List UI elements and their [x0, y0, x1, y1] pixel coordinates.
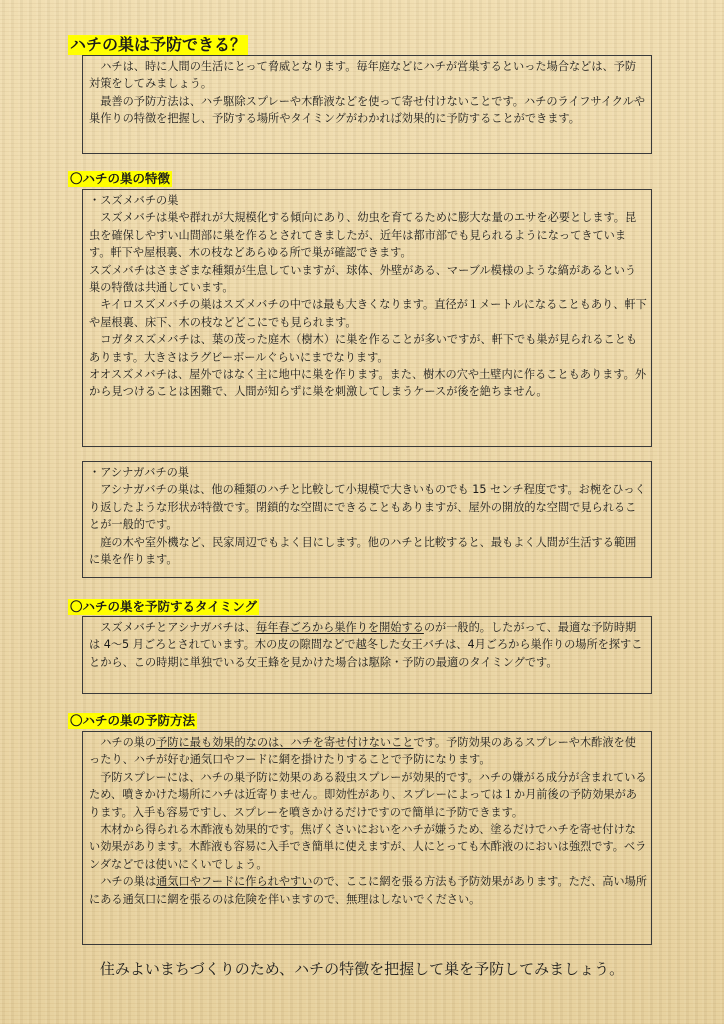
suzumebachi-paragraph: スズメバチはさまざまな種類が生息していますが、球体、外壁がある、マーブル模様のような縞があるという巣の特徴は共通しています。 [89, 263, 637, 295]
timing-underlined-text: 毎年春ごろから巣作りを開始する [256, 621, 424, 634]
suzumebachi-paragraph: コガタスズメバチは、葉の茂った庭木（樹木）に巣を作ることが多いですが、軒下でも巣が見られることもあります。大きさはラグビーボールぐらいにまでなります。 [89, 333, 638, 364]
methods-paragraph [89, 873, 647, 908]
suzumebachi-paragraph: オオスズメバチは、屋外ではなく主に地中に巣を作ります。また、樹木の穴や土壁内に作ることもあります。外から見つけることは困難で、人間が知らずに巣を刺激してしまうケースが後を絶ちません。 [89, 368, 647, 399]
intro-box [82, 55, 652, 154]
footer-slogan: 住みよいまちづくりのため、ハチの特徴を把握して巣を予防してみましょう。 [99, 960, 625, 978]
suzumebachi-paragraph: キイロスズメバチの巣はスズメバチの中では最も大きくなります。直径が１メートルになることもあり、軒下や屋根裏、床下、木の枝などどこにでも見られます。 [89, 298, 647, 329]
ashinagabachi-title: ・アシナガバチの巣 [89, 466, 190, 479]
intro-paragraph: 最善の予防方法は、ハチ駆除スプレーや木酢液などを使って寄せ付けないことです。ハチのライフサイクルや巣作りの特徴を把握し、予防する場所やタイミングがわかれば効果的に予防することができます。 [89, 94, 646, 126]
suzumebachi-box [82, 189, 652, 447]
methods-text: です。予防効果のあるスプレーや木酢液を使ったり、ハチが好む通気口やフードに網を掛けたりすることで予防になります。 [89, 736, 636, 767]
ashinagabachi-paragraph: 庭の木や室外機など、民家周辺でもよく目にします。他のハチと比較すると、最もよく人間が生活する範囲に巣を作ります。 [89, 535, 637, 567]
methods-underlined-text: 通気口やフードに作られやすい [156, 875, 313, 889]
methods-underlined-text: 予防に最も効果的なのは、ハチを寄せ付けないこと [156, 736, 414, 749]
methods-paragraph: 木材から得られる木酢液も効果的です。焦げくさいにおいをハチが嫌うため、塗るだけでハチを寄せ付けない効果があります。木酢液も容易に入手でき簡単に使えますが、人にとっても木酢液のにおいは強烈です。ベランダなどでは使いにくいでしょう。 [89, 823, 647, 871]
timing-heading: 〇ハチの巣を予防するタイミング [70, 599, 258, 614]
intro-paragraph: ハチは、時に人間の生活にとって脅威となります。毎年庭などにハチが営巣するといった場合などは、予防対策をしてみましょう。 [89, 60, 637, 91]
timing-text: のが一般的。したがって、最適な予防時期は 4～5 月ごろとされています。木の皮の隙間などで越冬した女王バチは、4月ごろから巣作りの場所を探すことから、この時期に単独でいる女王蜂を見かけた場合は駆除・予防の最適のタイミングです。 [89, 621, 643, 669]
methods-heading: 〇ハチの巣の予防方法 [70, 713, 196, 728]
timing-paragraph [89, 619, 647, 671]
methods-text: ハチの巣の [100, 736, 157, 749]
ashinagabachi-box [82, 461, 652, 578]
suzumebachi-title: ・スズメバチの巣 [89, 194, 179, 207]
ashinagabachi-paragraph: アシナガバチの巣は、他の種類のハチと比較して小規模で大きいものでも 15 センチ程度です。お椀をひっくり返したような形状が特徴です。閉鎖的な空間にできることもありますが、屋外の開放的な空間で見られることが一般的です。 [89, 483, 646, 532]
methods-paragraph: 予防スプレーには、ハチの巣予防に効果のある殺虫スプレーが効果的です。ハチの嫌がる成分が含まれているため、噴きかけた場所にハチは近寄りません。即効性があり、スプレーによっては１か月前後の予防効果があります。入手も容易ですし、スプレーを噴きかけるだけですので簡単に予防できます。 [89, 770, 647, 819]
timing-text: スズメバチとアシナガバチは、 [100, 621, 257, 634]
methods-paragraph [89, 734, 647, 769]
features-heading: 〇ハチの巣の特徴 [70, 171, 171, 186]
suzumebachi-paragraph: スズメバチは巣や群れが大規模化する傾向にあり、幼虫を育てるために膨大な量のエサを必要とします。昆虫を確保しやすい山間部に巣を作るとされてきましたが、近年は都市部でも見られるようになってきています。軒下や屋根裏、木の枝などあらゆる所で巣が確認できます。 [89, 211, 637, 260]
timing-box [82, 616, 652, 694]
methods-text: ハチの巣は [100, 875, 157, 889]
methods-box [82, 731, 652, 945]
page-title: ハチの巣は予防できる？ [70, 35, 247, 54]
methods-text: ので、ここに網を張る方法も予防効果があります。ただ、高い場所にある通気口に網を張るのは危険を伴いますので、無理はしないでください。 [89, 875, 647, 906]
